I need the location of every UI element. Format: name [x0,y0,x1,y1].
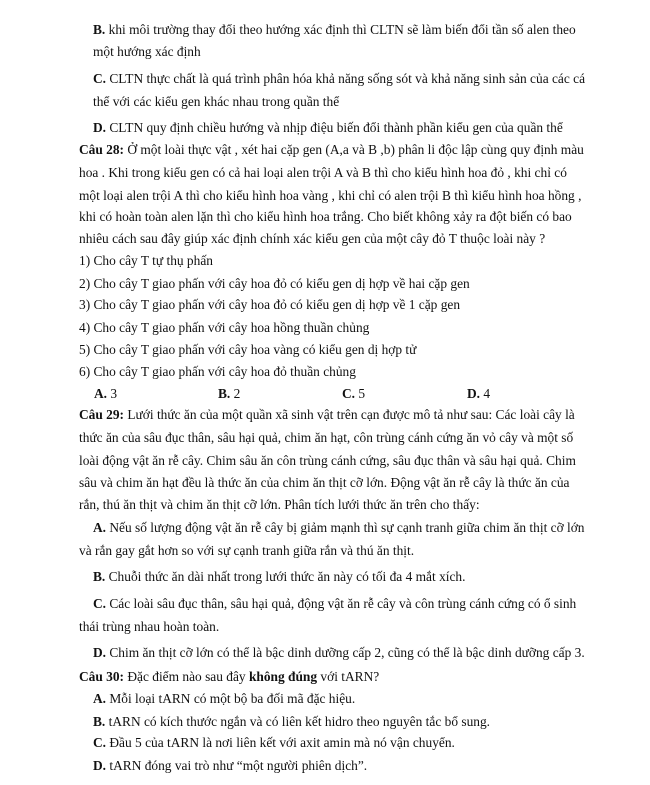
prev-option-b-cont: một hướng xác định [93,44,201,59]
question-29-option-b [93,569,465,585]
answer-text: 4 [480,386,491,401]
question-28-item: 6) Cho cây T giao phấn với cây hoa đỏ thuần chủng [79,364,356,379]
question-29-stem-line: rắn, thú ăn thịt và chim ăn thịt cỡ lớn. Phân tích lưới thức ăn trên cho thấy: [79,497,480,512]
option-text: Nếu số lượng động vật ăn rễ cây bị giảm mạnh thì sự cạnh tranh giữa chim ăn thịt cỡ lớn [106,520,585,535]
option-label: D. [93,758,107,773]
option-text: Chuỗi thức ăn dài nhất trong lưới thức ăn này có tối đa 4 mắt xích. [105,569,466,584]
option-text: Các loài sâu đục thân, sâu hại quả, động vật ăn rễ cây và côn trùng cánh cứng có ổ sinh [106,596,577,611]
option-text: tARN đóng vai trò như “một người phiên dịch”. [106,758,368,773]
question-29-option-c-cont: thái trùng nhau hoàn toàn. [79,619,220,634]
option-text: Chim ăn thịt cỡ lớn có thể là bậc dinh dưỡng cấp 2, cũng có thể là bậc dinh dưỡng cấp 3. [106,645,585,660]
option-label: A. [93,520,107,535]
question-28-item: 3) Cho cây T giao phấn với cây hoa đỏ có kiểu gen dị hợp về 1 cặp gen [79,297,461,312]
question-28-stem-line: hoa . Khi trong kiểu gen có cả hai loại alen trội A và B thì cho kiểu hình hoa đỏ , khi chỉ có [79,165,567,180]
option-label: D. [93,120,107,135]
question-label: Câu 30: [79,669,125,684]
question-text: Đặc điểm nào sau đây [124,669,249,684]
option-label: A. [93,691,107,706]
answer-a [94,386,117,402]
answer-b [218,386,240,402]
question-29-option-a [93,520,585,536]
answer-label: A. [94,386,108,401]
question-28-stem-line: khi có hoàn toàn alen lặn thì cho kiểu hình hoa trắng. Cho biết không xảy ra đột biến có bao [79,209,572,224]
question-29-option-c [93,596,576,612]
question-28-stem-line: nhiêu cách sau đây giúp xác định chính xác kiểu gen của một cây đỏ T thuộc loài này ? [79,231,546,246]
question-30-option-b [93,714,490,730]
answer-label: B. [218,386,231,401]
question-28-item: 5) Cho cây T giao phấn với cây hoa vàng có kiểu gen dị hợp tử [79,342,417,357]
question-29-option-a-cont: và rắn gay gắt hơn so với sự cạnh tranh giữa rắn và thú ăn thịt. [79,543,415,558]
prev-option-d [93,120,563,136]
answer-text: 2 [230,386,241,401]
question-29-stem-line: thức ăn của sâu đục thân, sâu hại quả, chim ăn hạt, côn trùng cánh cứng ăn vỏ cây và một số [79,430,574,445]
option-text: Mỗi loại tARN có một bộ ba đối mã đặc hiệu. [106,691,356,706]
question-28-item: 2) Cho cây T giao phấn với cây hoa đỏ có kiểu gen dị hợp về hai cặp gen [79,276,470,291]
question-label: Câu 28: [79,142,125,157]
option-label: C. [93,71,107,86]
question-text: Lưới thức ăn của một quần xã sinh vật trên cạn được mô tả như sau: Các loài cây là [124,407,575,422]
answer-d [467,386,490,402]
option-label: B. [93,569,106,584]
answer-c [342,386,365,402]
option-label: C. [93,596,107,611]
question-29-stem [79,407,575,423]
answer-text: 3 [107,386,118,401]
option-text: Đầu 5 của tARN là nơi liên kết với axit amin mà nó vận chuyển. [106,735,455,750]
question-28-stem [79,142,584,158]
question-30-stem [79,669,379,685]
question-label: Câu 29: [79,407,125,422]
question-29-option-d [93,645,585,661]
question-29-stem-line: sâu và chim ăn hạt đều là thức ăn của chim ăn thịt cỡ lớn. Động vật ăn rễ cây là thức ăn của [79,475,570,490]
answer-label: C. [342,386,356,401]
question-text: với tARN? [317,669,380,684]
option-label: B. [93,714,106,729]
option-text: CLTN thực chất là quá trình phân hóa khả năng sống sót và khả năng sinh sản của các cá [106,71,586,86]
emphasis-text: không đúng [248,669,318,684]
answer-text: 5 [355,386,366,401]
answer-label: D. [467,386,481,401]
question-28-item: 4) Cho cây T giao phấn với cây hoa hồng thuần chủng [79,320,370,335]
question-29-stem-line: loài động vật ăn rễ cây. Chim sâu ăn côn trùng cánh cứng, sâu đục thân và sâu hại quả. Chim [79,453,576,468]
question-28-item: 1) Cho cây T tự thụ phấn [79,253,213,268]
question-28-stem-line: một loại alen trội A thì cho kiểu hình hoa vàng , khi chỉ có alen trội B thì kiểu hình hoa hồng , [79,188,582,203]
option-text: CLTN quy định chiều hướng và nhịp điệu biến đổi thành phần kiểu gen của quần thể [106,120,563,135]
prev-option-c-cont: thể với các kiểu gen khác nhau trong quần thể [93,94,340,109]
question-30-option-c [93,735,455,751]
option-label: C. [93,735,107,750]
option-label: B. [93,22,106,37]
option-text: khi môi trường thay đổi theo hướng xác định thì CLTN sẽ làm biến đổi tần số alen theo [105,22,576,37]
question-30-option-a [93,691,355,707]
option-text: tARN có kích thước ngắn và có liên kết hidro theo nguyên tắc bổ sung. [105,714,491,729]
prev-option-c [93,71,585,87]
question-text: Ở một loài thực vật , xét hai cặp gen (A,a và B ,b) phân li độc lập cùng quy định màu [124,142,584,157]
option-label: D. [93,645,107,660]
question-30-option-d [93,758,367,774]
prev-option-b [93,22,576,38]
